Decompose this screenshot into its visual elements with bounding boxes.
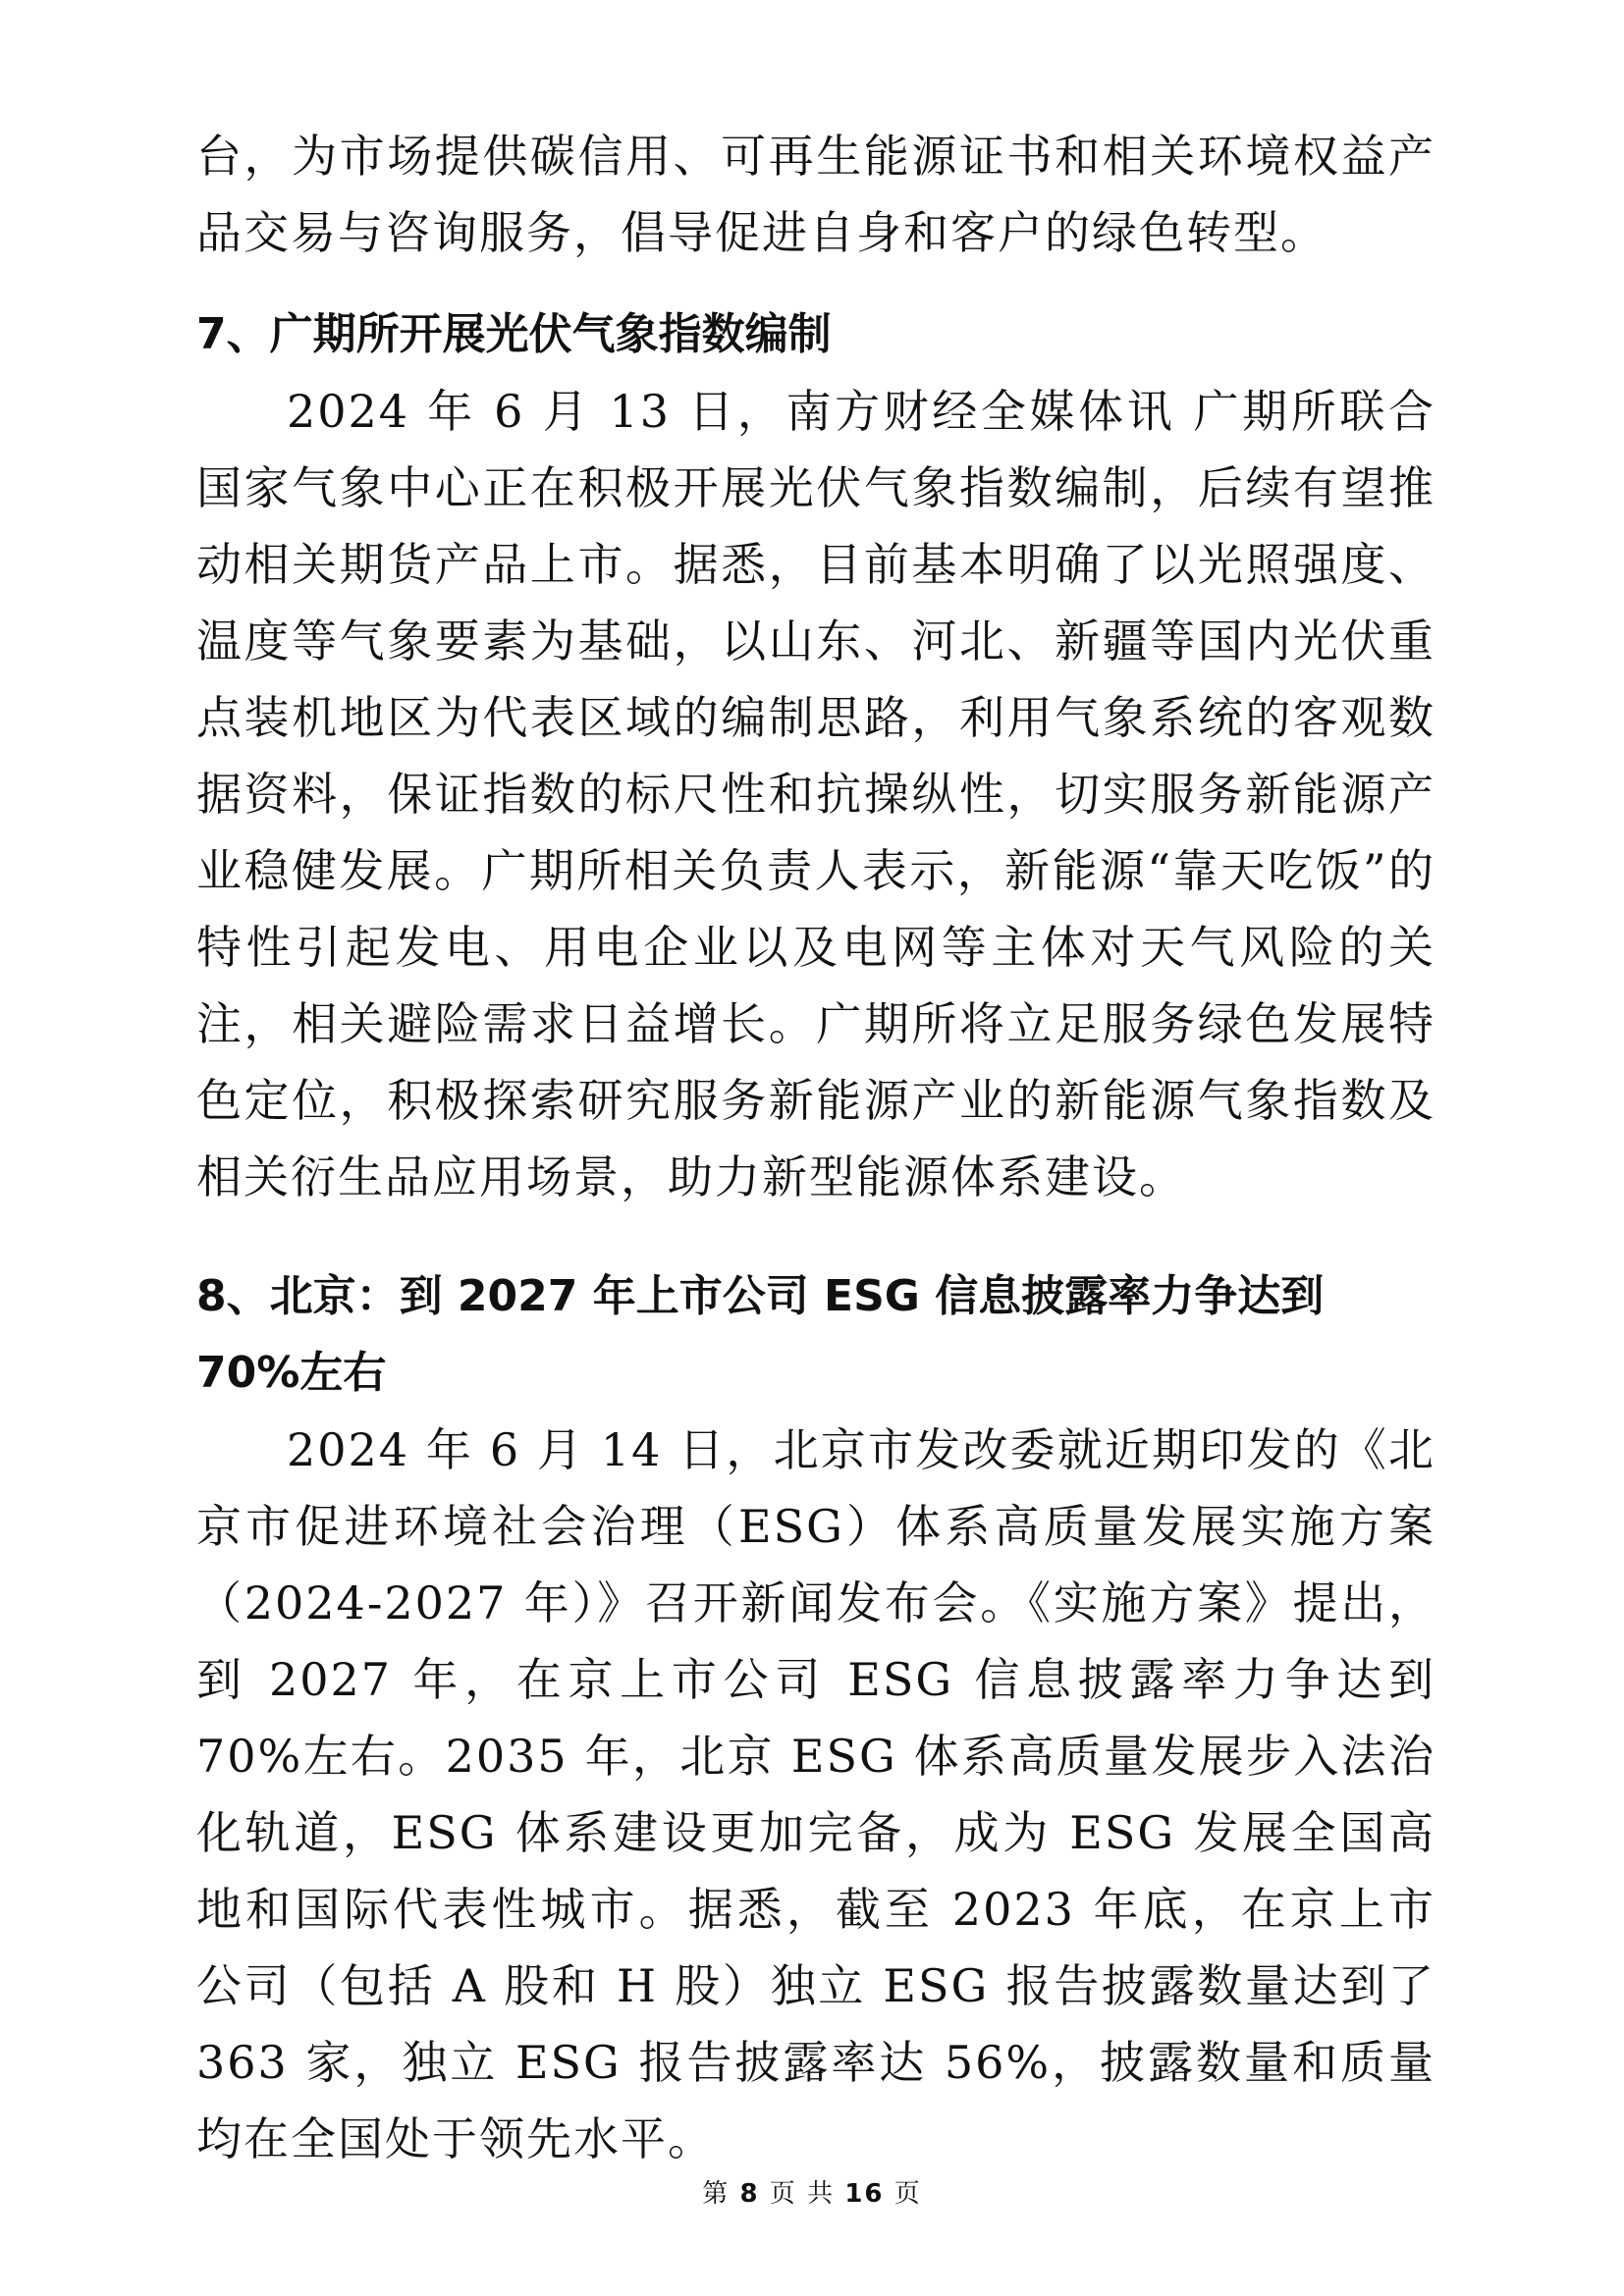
footer-prefix: 第 [702, 2179, 740, 2209]
footer-suffix: 页 [884, 2179, 922, 2209]
page-footer [0, 2177, 1624, 2211]
page-content [196, 118, 1435, 2177]
footer-middle: 页 共 [759, 2179, 845, 2209]
continued-paragraph: 台，为市场提供碳信用、可再生能源证书和相关环境权益产品交易与咨询服务，倡导促进自身和客户的绿色转型。 [196, 130, 1435, 259]
section-body-8: 2024 年 6 月 14 日，北京市发改委就近期印发的《北京市促进环境社会治理（ESG）体系高质量发展实施方案（2024-2027 年）》召开新闻发布会。《实施方案》提出，到 2027 年，在京上市公司 ESG 信息披露率力争达到 70%左右。2035 年，北京 ESG 体系高质量发展步入法治化轨道，ESG 体系建设更加完备，成为 ESG 发展全国高地和国际代表性城市。据悉，截至 2023 年底，在京上市公司（包括 A 股和 H 股）独立 ESG 报告披露数量达到了 363 家，独立 ESG 报告披露率达 56%，披露数量和质量均在全国处于领先水平。 [196, 1423, 1435, 2165]
section-heading-8: 8、北京：到 2027 年上市公司 ESG 信息披露率力争达到 70%左右 [196, 1271, 1325, 1398]
footer-total-pages: 16 [844, 2179, 885, 2209]
section-body-7: 2024 年 6 月 13 日，南方财经全媒体讯 广期所联合国家气象中心正在积极开展光伏气象指数编制，后续有望推动相关期货产品上市。据悉，目前基本明确了以光照强度、温度等气象要素为基础，以山东、河北、新疆等国内光伏重点装机地区为代表区域的编制思路，利用气象系统的客观数据资料，保证指数的标尺性和抗操纵性，切实服务新能源产业稳健发展。广期所相关负责人表示，新能源“靠天吃饭”的特性引起发电、用电企业以及电网等主体对天气风险的关注，相关避险需求日益增长。广期所将立足服务绿色发展特色定位，积极探索研究服务新能源产业的新能源气象指数及相关衍生品应用场景，助力新型能源体系建设。 [196, 385, 1435, 1203]
footer-page-number: 8 [739, 2179, 760, 2209]
spacer [196, 1215, 1435, 1258]
section-heading-7: 7、广期所开展光伏气象指数编制 [196, 309, 832, 359]
spacer [196, 271, 1435, 296]
